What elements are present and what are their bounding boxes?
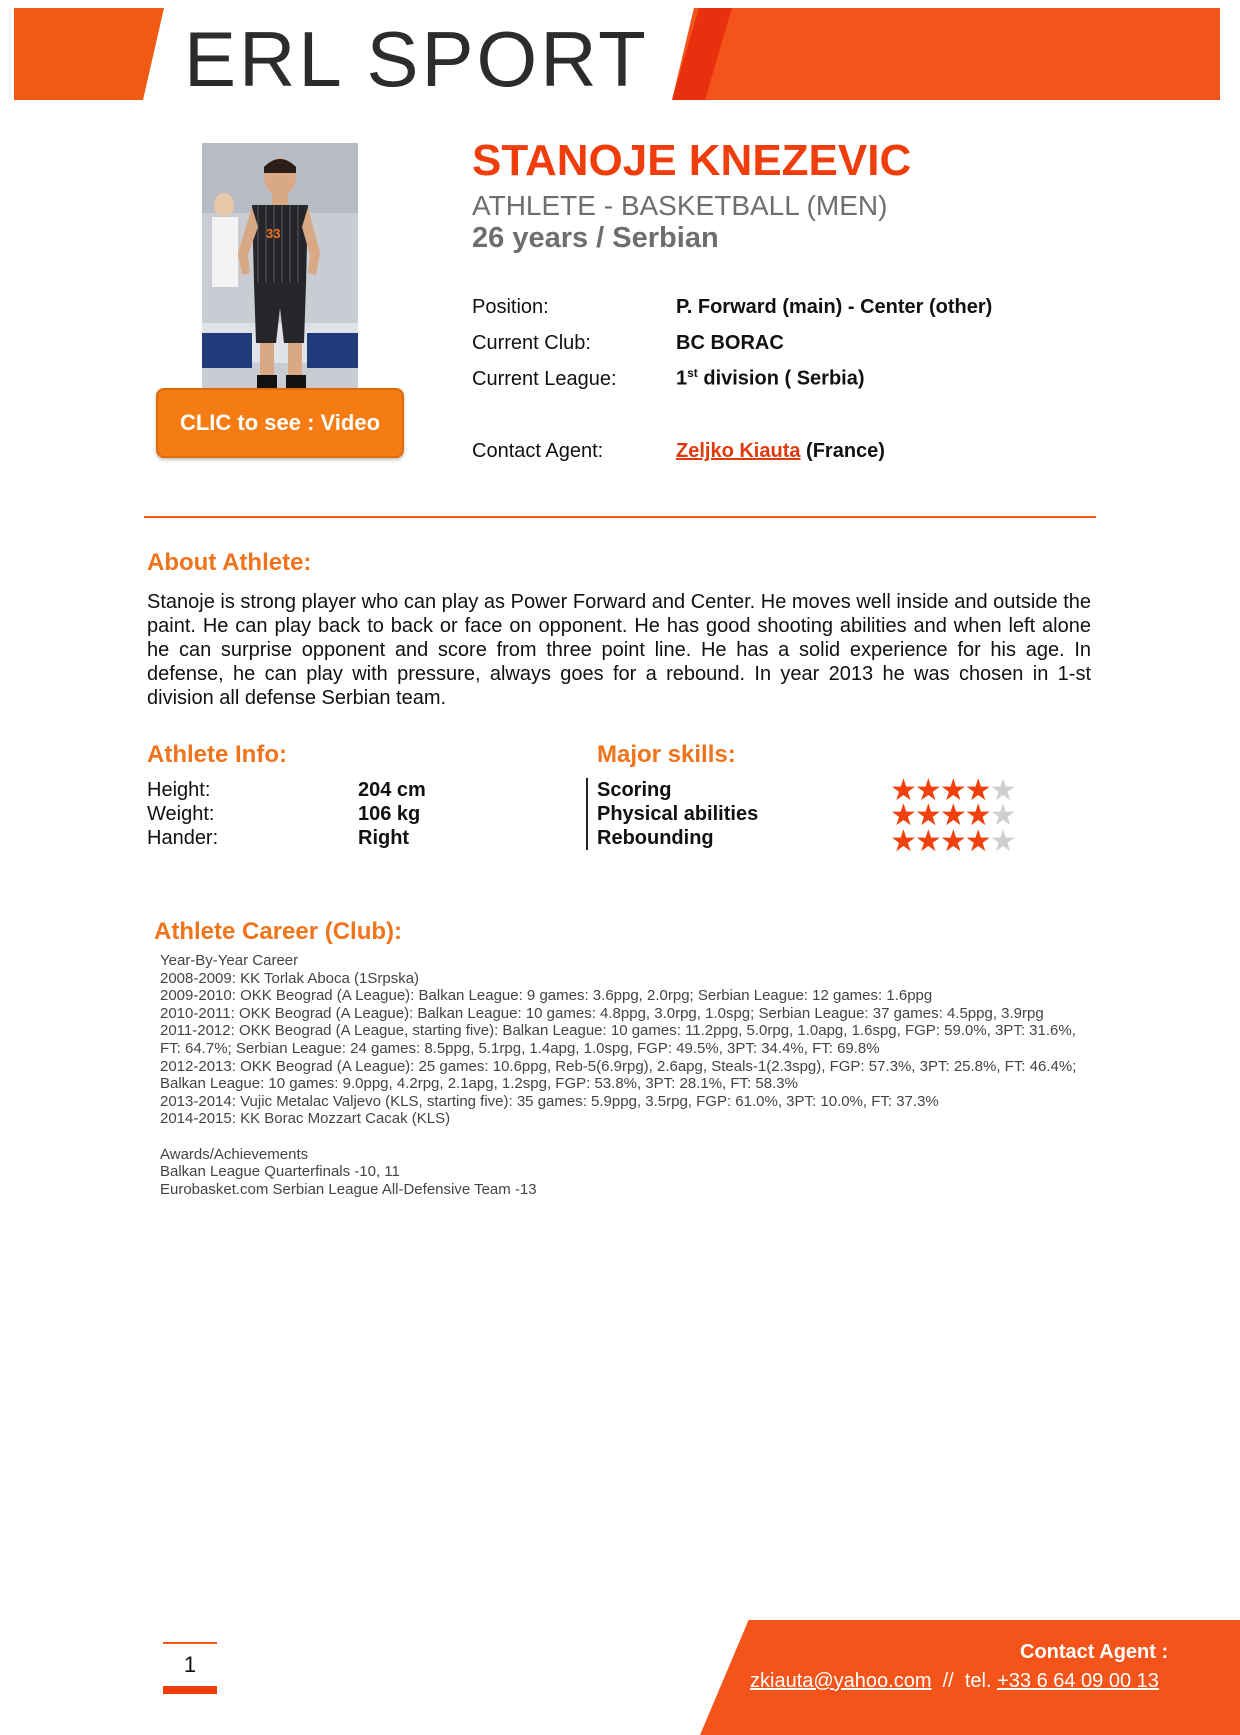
skill-stars-rebounding [890,825,1015,858]
career-line: Eurobasket.com Serbian League All-Defensive Team -13 [160,1180,537,1198]
career-line: 2008-2009: KK Torlak Aboca (1Srpska) [160,969,420,987]
header-accent-left [14,8,164,100]
athlete-role: ATHLETE - BASKETBALL (MEN) [472,190,888,221]
career-line: 2012-2013: OKK Beograd (A League): 25 games: 10.6ppg, Reb-5(6.9rpg), 2.6apg, Steals-1(2.3spg), FGP: 57.3%, 3PT: 25.8%, FT: 46.4%; Balkan League: 10 games: 9.0ppg, 4.2rpg, 2.1apg, 1.2spg, FGP: 53.8%, 3PT: 28.1%, FT: 58.3% [160,1057,1077,1093]
brand-logo-text: ERL SPORT [184,15,649,103]
footer-contact-title: Contact Agent : [1020,1641,1169,1663]
skill-label-rebounding: Rebounding [597,827,714,849]
position-value: P. Forward (main) - Center (other) [676,296,993,318]
position-label: Position: [472,296,549,318]
agent-link[interactable]: Zeljko Kiauta [676,440,801,462]
skill-label-scoring: Scoring [597,779,672,801]
career-line: Balkan League Quarterfinals -10, 11 [160,1163,400,1181]
major-skills-title: Major skills: [597,741,736,768]
star-filled-icon: ★ [890,825,915,858]
weight-value: 106 kg [358,803,421,825]
athlete-name: STANOJE KNEZEVIC [472,136,912,185]
page-number: 1 [183,1652,197,1677]
star-filled-icon: ★ [964,799,990,832]
height-label: Height: [147,779,211,801]
section-divider [144,516,1096,518]
footer-separator: // tel. [931,1670,998,1692]
athlete-info-title: Athlete Info: [147,741,287,768]
career-title: Athlete Career (Club): [154,918,403,945]
league-value: 1st division ( Serbia) [676,366,865,390]
star-filled-icon: ★ [964,774,990,807]
about-text: Stanoje is strong player who can play as Power Forward and Center. He moves well inside and outside the paint. He can play back to back or face on opponent. He has good shooting abilities and when left alone he can surprise opponent and score from three point line. He has a solid experience for his age. In defense, he can play with pressure, always goes for a rebound. In year 2013 he was chosen in 1-st division all defense Serbian team. [147,591,1091,709]
contact-agent-label: Contact Agent: [472,440,604,462]
club-label: Current Club: [472,332,591,354]
footer-contacts [750,1670,1159,1693]
league-label: Current League: [472,368,617,390]
skill-label-physical: Physical abilities [597,803,759,825]
page-number-box [163,1642,217,1694]
star-filled-icon: ★ [890,799,915,832]
weight-label: Weight: [147,803,215,825]
career-line: Awards/Achievements [160,1145,309,1163]
svg-text:33: 33 [266,226,281,241]
about-title: About Athlete: [147,549,312,576]
star-filled-icon: ★ [939,799,965,832]
star-empty-icon: ★ [989,825,1015,858]
footer-email-link[interactable]: zkiauta@yahoo.com [750,1670,932,1692]
career-text [160,952,1100,1198]
star-filled-icon: ★ [914,825,940,858]
career-line: 2010-2011: OKK Beograd (A League): Balkan League: 10 games: 4.8ppg, 3.0rpg, 1.0spg; Serbian League: 37 games: 4.5ppg, 3.9rpg [160,1004,1044,1022]
career-line: 2011-2012: OKK Beograd (A League, starting five): Balkan League: 10 games: 11.2ppg, 5.0rpg, 1.0apg, 1.6spg, FGP: 59.0%, 3PT: 31.6%, FT: 64.7%; Serbian League: 24 games: 8.5ppg, 5.1rpg, 1.4apg, 1.0spg, FGP: 49.5%, 3PT: 34.4%, FT: 69.8% [160,1022,1076,1057]
star-filled-icon: ★ [890,774,915,807]
career-line [160,1128,1100,1146]
star-filled-icon: ★ [939,825,965,858]
career-line: 2013-2014: Vujic Metalac Valjevo (KLS, starting five): 35 games: 5.9ppg, 3.5rpg, FGP: 61.0%, 3PT: 10.0%, FT: 37.3% [160,1092,939,1110]
star-empty-icon: ★ [989,799,1015,832]
skills-divider [586,778,588,850]
career-line: 2014-2015: KK Borac Mozzart Cacak (KLS) [160,1110,451,1128]
video-link-button[interactable]: CLIC to see : Video [156,388,404,458]
height-value: 204 cm [358,779,426,801]
contact-agent-value: Zeljko Kiauta (France) [676,440,885,462]
hander-label: Hander: [147,827,219,849]
athlete-age-nationality: 26 years / Serbian [472,222,719,254]
footer-phone-link[interactable]: +33 6 64 09 00 13 [997,1670,1159,1692]
club-value: BC BORAC [676,332,784,354]
career-line: 2009-2010: OKK Beograd (A League): Balkan League: 9 games: 3.6ppg, 2.0rpg; Serbian League: 12 games: 1.6ppg [160,987,933,1005]
star-filled-icon: ★ [939,774,965,807]
star-empty-icon: ★ [989,774,1015,807]
athlete-photo [202,143,358,388]
hander-value: Right [358,827,410,849]
header-accent-right [672,8,1220,100]
star-filled-icon: ★ [964,825,990,858]
star-filled-icon: ★ [914,774,940,807]
star-filled-icon: ★ [914,799,940,832]
career-line: Year-By-Year Career [160,952,299,969]
